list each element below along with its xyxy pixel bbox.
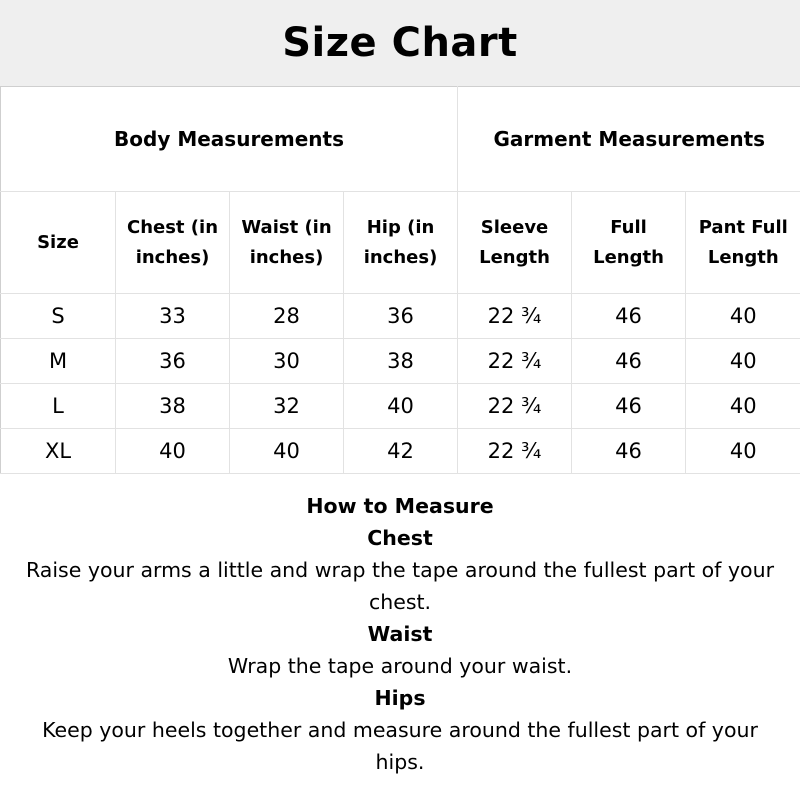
- column-header-hip: Hip (in inches): [344, 192, 458, 294]
- column-header-chest: Chest (in inches): [116, 192, 230, 294]
- cell-size: L: [1, 384, 116, 429]
- cell-sleeve-length: 22 ¾: [458, 294, 572, 339]
- cell-full-length: 46: [572, 294, 686, 339]
- cell-full-length: 46: [572, 384, 686, 429]
- waist-heading: Waist: [367, 622, 433, 646]
- garment-measurements-header: Garment Measurements: [458, 86, 800, 192]
- column-header-row: [1, 192, 800, 294]
- cell-sleeve-length: 22 ¾: [458, 339, 572, 384]
- table-row: [1, 429, 800, 474]
- cell-pant-full-length: 40: [686, 339, 800, 384]
- how-to-measure-heading: How to Measure: [306, 494, 494, 518]
- table-row: [1, 384, 800, 429]
- cell-pant-full-length: 40: [686, 294, 800, 339]
- cell-size: M: [1, 339, 116, 384]
- table-row: [1, 294, 800, 339]
- cell-chest: 33: [116, 294, 230, 339]
- group-header-row: [1, 86, 800, 192]
- cell-hip: 36: [344, 294, 458, 339]
- page-title: Size Chart: [282, 20, 518, 66]
- cell-waist: 30: [230, 339, 344, 384]
- column-header-full-length: Full Length: [572, 192, 686, 294]
- cell-size: XL: [1, 429, 116, 474]
- cell-full-length: 46: [572, 429, 686, 474]
- hips-heading: Hips: [374, 686, 426, 710]
- column-header-pant-full-length: Pant Full Length: [686, 192, 800, 294]
- hips-instructions: Keep your heels together and measure around the fullest part of your hips.: [42, 718, 758, 774]
- cell-pant-full-length: 40: [686, 384, 800, 429]
- waist-instructions: Wrap the tape around your waist.: [227, 654, 573, 678]
- cell-pant-full-length: 40: [686, 429, 800, 474]
- cell-chest: 40: [116, 429, 230, 474]
- cell-full-length: 46: [572, 339, 686, 384]
- cell-hip: 42: [344, 429, 458, 474]
- cell-hip: 38: [344, 339, 458, 384]
- table-row: [1, 339, 800, 384]
- cell-waist: 32: [230, 384, 344, 429]
- body-measurements-header: Body Measurements: [1, 86, 458, 192]
- cell-chest: 36: [116, 339, 230, 384]
- column-header-sleeve-length: Sleeve Length: [458, 192, 572, 294]
- chest-heading: Chest: [367, 526, 433, 550]
- chest-instructions: Raise your arms a little and wrap the tape around the fullest part of your chest.: [25, 558, 775, 614]
- cell-hip: 40: [344, 384, 458, 429]
- size-chart-table: [0, 86, 800, 474]
- cell-waist: 40: [230, 429, 344, 474]
- how-to-measure-section: [0, 490, 800, 778]
- cell-waist: 28: [230, 294, 344, 339]
- column-header-waist: Waist (in inches): [230, 192, 344, 294]
- column-header-size: Size: [1, 192, 116, 294]
- cell-chest: 38: [116, 384, 230, 429]
- cell-sleeve-length: 22 ¾: [458, 384, 572, 429]
- title-bar: [0, 0, 800, 87]
- cell-size: S: [1, 294, 116, 339]
- cell-sleeve-length: 22 ¾: [458, 429, 572, 474]
